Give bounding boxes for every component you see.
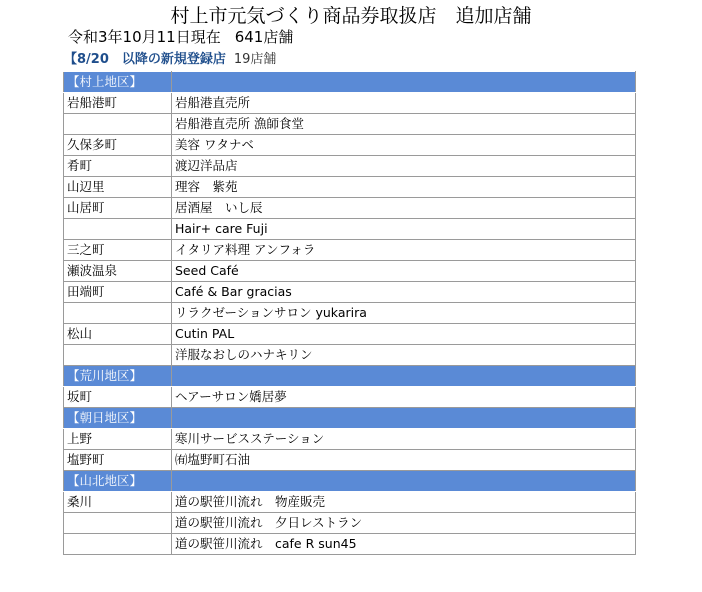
town-cell — [64, 534, 172, 555]
store-cell: 道の駅笹川流れ cafe R sun45 — [172, 534, 636, 555]
table-row — [64, 450, 636, 471]
store-cell: Café & Bar gracias — [172, 282, 636, 303]
as-of-date: 令和3年10月11日現在 — [68, 28, 221, 46]
district-header-filler — [172, 72, 636, 93]
table-row — [64, 261, 636, 282]
town-cell: 山居町 — [64, 198, 172, 219]
district-header-filler — [172, 471, 636, 492]
district-name: 【朝日地区】 — [64, 408, 172, 429]
town-cell: 久保多町 — [64, 135, 172, 156]
district-header-row — [64, 72, 636, 93]
store-cell: ヘアーサロン嬌居夢 — [172, 387, 636, 408]
town-cell — [64, 114, 172, 135]
section-heading — [64, 51, 276, 69]
store-cell: 岩船港直売所 漁師食堂 — [172, 114, 636, 135]
town-cell: 三之町 — [64, 240, 172, 261]
store-cell: 居酒屋 いし辰 — [172, 198, 636, 219]
store-cell: 岩船港直売所 — [172, 93, 636, 114]
table-row — [64, 345, 636, 366]
table-row — [64, 534, 636, 555]
town-cell: 塩野町 — [64, 450, 172, 471]
store-cell: Cutin PAL — [172, 324, 636, 345]
town-cell — [64, 303, 172, 324]
town-cell: 瀬波温泉 — [64, 261, 172, 282]
store-cell: 道の駅笹川流れ 夕日レストラン — [172, 513, 636, 534]
district-name: 【山北地区】 — [64, 471, 172, 492]
table-row — [64, 324, 636, 345]
table-row — [64, 513, 636, 534]
town-cell — [64, 345, 172, 366]
store-cell: Hair+ care Fuji — [172, 219, 636, 240]
table-row — [64, 177, 636, 198]
store-cell: 美容 ワタナベ — [172, 135, 636, 156]
table-row — [64, 114, 636, 135]
town-cell: 松山 — [64, 324, 172, 345]
town-cell: 坂町 — [64, 387, 172, 408]
store-cell: リラクゼーションサロン yukarira — [172, 303, 636, 324]
store-cell: Seed Café — [172, 261, 636, 282]
store-table-body — [64, 72, 636, 555]
district-header-filler — [172, 408, 636, 429]
section-count: 19店舗 — [233, 52, 277, 67]
town-cell: 上野 — [64, 429, 172, 450]
store-cell: 寒川サービスステーション — [172, 429, 636, 450]
district-name: 【村上地区】 — [64, 72, 172, 93]
table-row — [64, 240, 636, 261]
town-cell: 田端町 — [64, 282, 172, 303]
store-table — [63, 71, 636, 555]
table-row — [64, 387, 636, 408]
store-cell: ㈲塩野町石油 — [172, 450, 636, 471]
store-cell: 理容 紫苑 — [172, 177, 636, 198]
table-row — [64, 219, 636, 240]
town-cell: 桑川 — [64, 492, 172, 513]
store-cell: 道の駅笹川流れ 物産販売 — [172, 492, 636, 513]
table-row — [64, 198, 636, 219]
store-cell: 渡辺洋品店 — [172, 156, 636, 177]
district-header-row — [64, 471, 636, 492]
district-header-row — [64, 408, 636, 429]
district-header-row — [64, 366, 636, 387]
district-name: 【荒川地区】 — [64, 366, 172, 387]
table-row — [64, 303, 636, 324]
town-cell: 肴町 — [64, 156, 172, 177]
table-row — [64, 135, 636, 156]
town-cell: 岩船港町 — [64, 93, 172, 114]
store-cell: 洋服なおしのハナキリン — [172, 345, 636, 366]
total-store-count: 641店舗 — [234, 28, 294, 46]
section-label: 【8/20 以降の新規登録店 — [64, 52, 226, 67]
district-header-filler — [172, 366, 636, 387]
page-title: 村上市元気づくり商品券取扱店 追加店舗 — [170, 5, 532, 27]
town-cell — [64, 513, 172, 534]
town-cell — [64, 219, 172, 240]
table-row — [64, 429, 636, 450]
table-row — [64, 282, 636, 303]
town-cell: 山辺里 — [64, 177, 172, 198]
table-row — [64, 492, 636, 513]
store-cell: イタリア料理 アンフォラ — [172, 240, 636, 261]
table-row — [64, 156, 636, 177]
table-row — [64, 93, 636, 114]
subtitle — [68, 27, 293, 47]
